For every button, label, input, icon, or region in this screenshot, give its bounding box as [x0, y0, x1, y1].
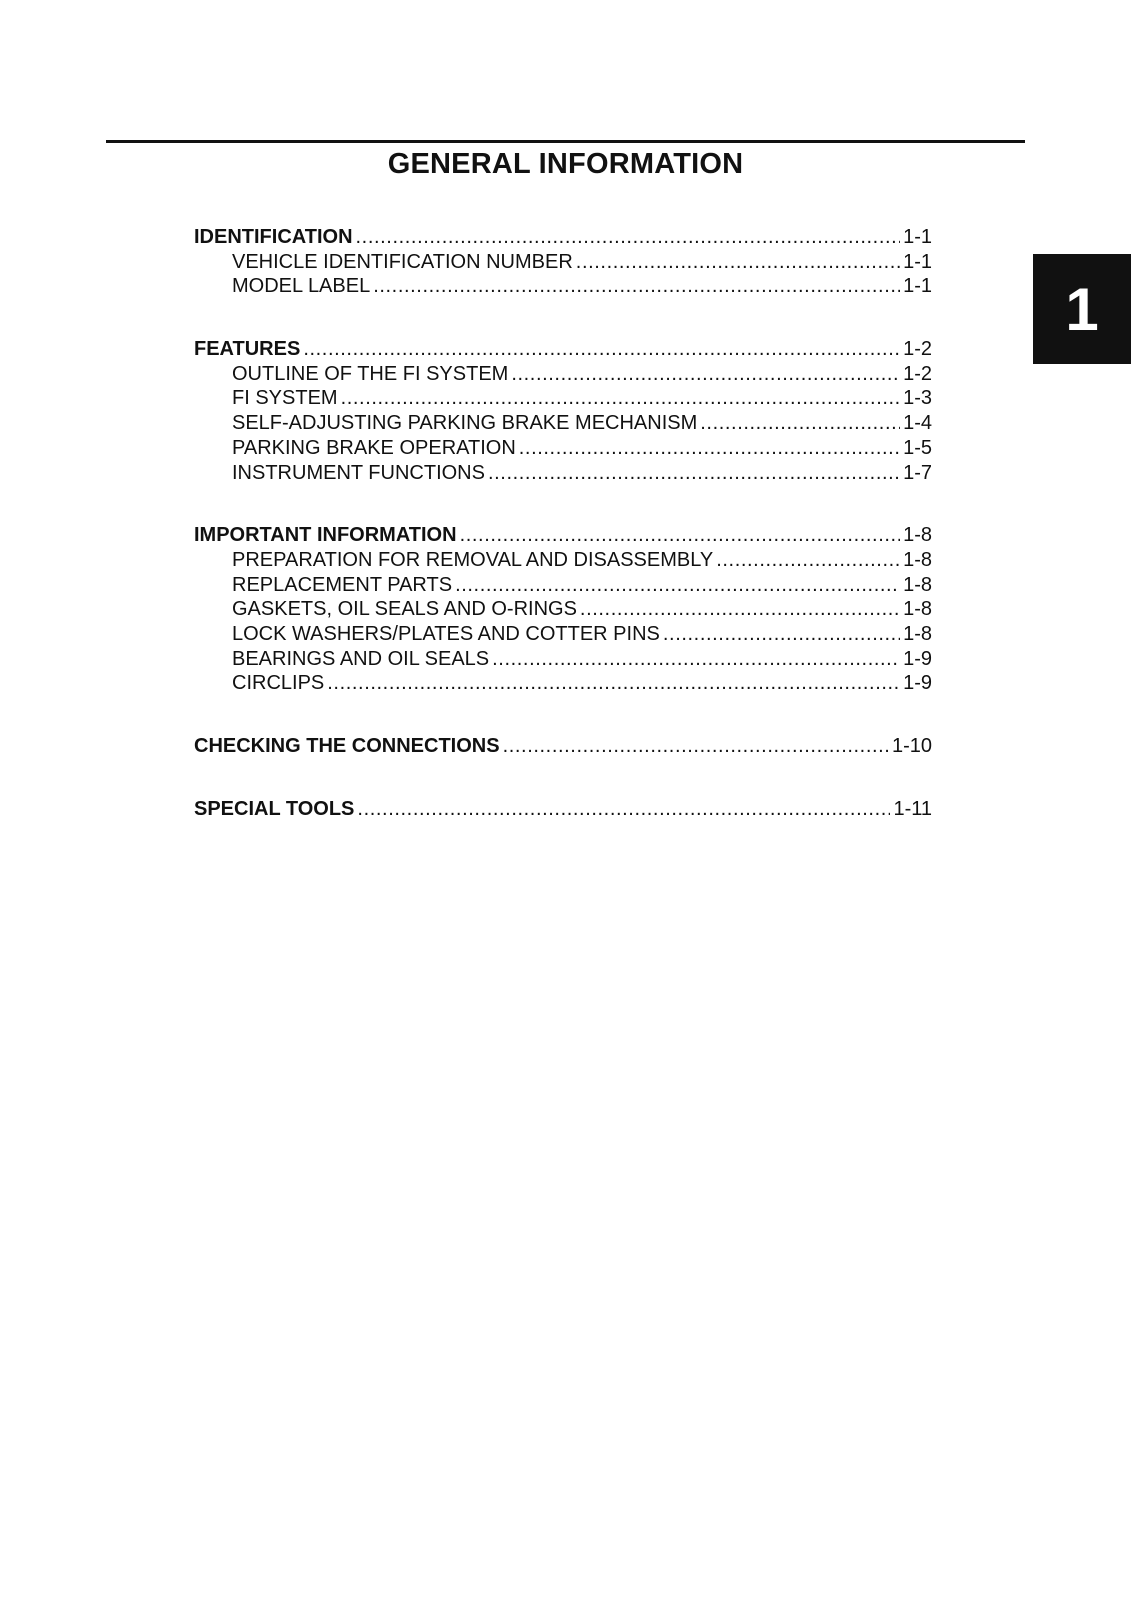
toc-page-number: 1-4 — [903, 412, 932, 435]
toc-page-number: 1-2 — [903, 362, 932, 385]
toc-page-number: 1-8 — [903, 524, 932, 547]
toc-subentry[interactable] — [194, 462, 932, 487]
toc-subentry-label: BEARINGS AND OIL SEALS — [232, 647, 490, 670]
toc-subentry-label: CIRCLIPS — [232, 672, 325, 695]
dot-leader — [716, 549, 900, 572]
toc-subentry-label: MODEL LABEL — [232, 275, 371, 298]
toc-subentry[interactable] — [194, 437, 932, 462]
dot-leader — [303, 338, 900, 361]
toc-page-number: 1-1 — [903, 275, 932, 298]
toc-section-features — [194, 338, 932, 486]
dot-leader — [492, 648, 900, 671]
toc-subentry-label: INSTRUMENT FUNCTIONS — [232, 461, 485, 484]
dot-leader — [357, 798, 890, 821]
toc-page-number: 1-3 — [903, 387, 932, 410]
toc-subentry-label: GASKETS, OIL SEALS AND O-RINGS — [232, 598, 577, 621]
toc-subentry-label: PARKING BRAKE OPERATION — [232, 436, 516, 459]
top-rule — [106, 140, 1025, 143]
toc-page-number: 1-9 — [903, 672, 932, 695]
toc-page-number: 1-5 — [903, 436, 932, 459]
toc-entry-title: IDENTIFICATION — [194, 226, 353, 248]
dot-leader — [580, 598, 900, 621]
toc-entry[interactable] — [194, 524, 932, 549]
toc-page-number: 1-7 — [903, 461, 932, 484]
toc-page-number: 1-8 — [903, 573, 932, 596]
toc-subentry-label: SELF-ADJUSTING PARKING BRAKE MECHANISM — [232, 412, 698, 435]
page-title: GENERAL INFORMATION — [387, 148, 744, 180]
dot-leader — [488, 462, 900, 485]
toc-subentry[interactable] — [194, 672, 932, 697]
dot-leader — [511, 363, 900, 386]
toc-page-number: 1-1 — [903, 226, 932, 248]
dot-leader — [460, 524, 901, 547]
toc-entry[interactable] — [194, 226, 932, 251]
toc-subentry[interactable] — [194, 412, 932, 437]
toc-subentry-label: OUTLINE OF THE FI SYSTEM — [232, 362, 509, 385]
dot-leader — [373, 275, 900, 298]
toc-entry[interactable] — [194, 798, 932, 823]
toc-entry-title: CHECKING THE CONNECTIONS — [194, 735, 500, 757]
dot-leader — [700, 412, 900, 435]
toc-subentry[interactable] — [194, 574, 932, 599]
toc-section-identification — [194, 226, 932, 300]
toc-entry-title: IMPORTANT INFORMATION — [194, 524, 457, 547]
toc-subentry-label: PREPARATION FOR REMOVAL AND DISASSEMBLY — [232, 548, 714, 571]
toc-page-number: 1-8 — [903, 548, 932, 571]
toc-subentry[interactable] — [194, 251, 932, 276]
toc-subentry-label: VEHICLE IDENTIFICATION NUMBER — [232, 250, 573, 273]
toc-subentry[interactable] — [194, 549, 932, 574]
toc-section-important-information — [194, 524, 932, 697]
toc-subentry[interactable] — [194, 648, 932, 673]
toc-page-number: 1-1 — [903, 250, 932, 273]
toc-page-number: 1-9 — [903, 647, 932, 670]
dot-leader — [356, 226, 901, 249]
toc-subentry[interactable] — [194, 363, 932, 388]
toc-subentry-label: FI SYSTEM — [232, 387, 338, 410]
toc-subentry[interactable] — [194, 623, 932, 648]
toc-entry-title: FEATURES — [194, 338, 301, 361]
chapter-tab: 1 — [1033, 254, 1131, 364]
toc-entry-title: SPECIAL TOOLS — [194, 797, 355, 820]
toc-section-special-tools — [194, 798, 932, 823]
dot-leader — [503, 735, 889, 758]
toc-subentry[interactable] — [194, 275, 932, 300]
table-of-contents — [194, 226, 932, 860]
toc-subentry[interactable] — [194, 598, 932, 623]
toc-subentry-label: LOCK WASHERS/PLATES AND COTTER PINS — [232, 622, 660, 645]
toc-section-checking-the-connections — [194, 735, 932, 760]
toc-subentry[interactable] — [194, 387, 932, 412]
dot-leader — [455, 574, 900, 597]
toc-entry[interactable] — [194, 338, 932, 363]
dot-leader — [663, 623, 900, 646]
toc-subentry-label: REPLACEMENT PARTS — [232, 573, 453, 596]
toc-page-number: 1-8 — [903, 622, 932, 645]
toc-page-number: 1-11 — [893, 797, 932, 820]
toc-entry[interactable] — [194, 735, 932, 760]
toc-page-number: 1-2 — [903, 338, 932, 361]
dot-leader — [327, 672, 900, 695]
dot-leader — [519, 437, 900, 460]
toc-page-number: 1-10 — [891, 735, 932, 757]
dot-leader — [341, 387, 901, 410]
dot-leader — [576, 251, 900, 274]
toc-page-number: 1-8 — [903, 598, 932, 621]
